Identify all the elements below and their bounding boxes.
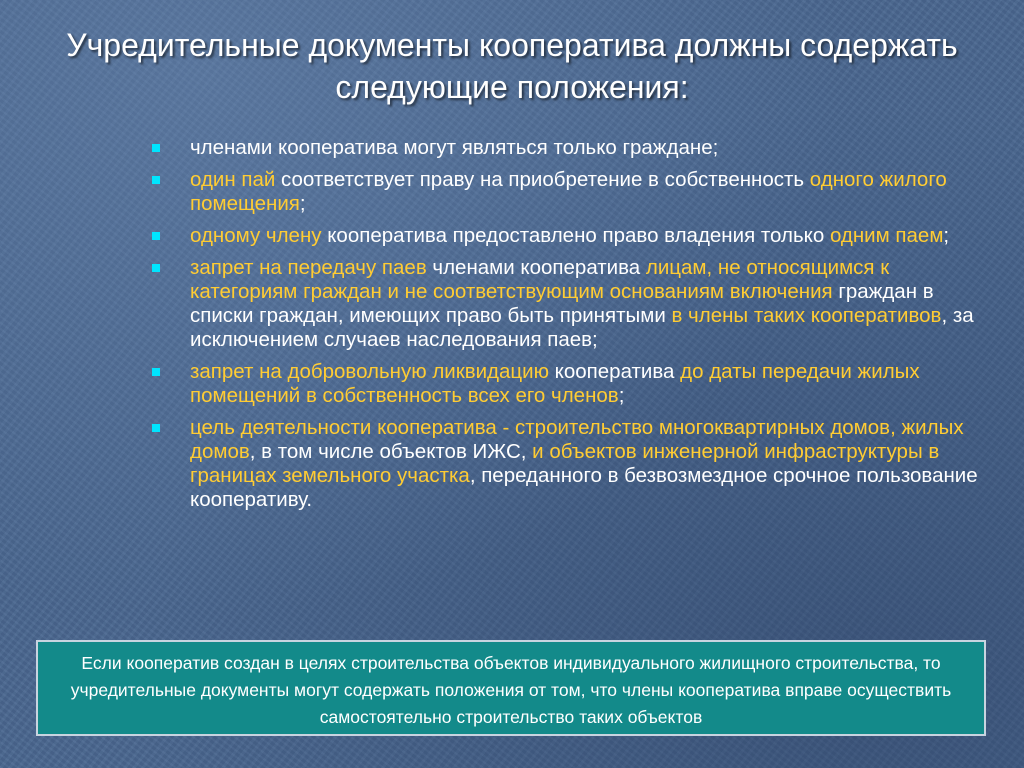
bullet-text: кооператива <box>548 360 681 383</box>
bullet-item <box>152 224 992 248</box>
square-bullet-icon <box>152 424 160 432</box>
bullet-text: , за исключением случаев наследования паев; <box>190 304 974 351</box>
square-bullet-icon <box>152 232 160 240</box>
bullet-item <box>152 416 992 512</box>
bullet-text: соответствует праву на приобретение в собственность <box>275 168 810 191</box>
highlighted-text: в члены таких кооперативов <box>671 304 942 327</box>
bullet-text: ; <box>299 192 306 215</box>
bullet-item <box>152 168 992 216</box>
bullet-text: кооператива предоставлено право владения только <box>321 224 830 247</box>
note-box: Если кооператив создан в целях строительства объектов индивидуального жилищного строительства, то учредительные документы могут содержать положения от том, что члены кооператива вправе осуществить самостоятельно строительство таких объектов <box>36 640 986 736</box>
square-bullet-icon <box>152 144 160 152</box>
highlighted-text: лицам, не относящимся к категориям граждан и не соответствующим основаниям включения <box>190 256 890 303</box>
bullet-text: , переданного в безвозмездное срочное пользование кооперативу. <box>190 464 978 511</box>
highlighted-text: до даты передачи жилых помещений в собственность всех его членов <box>190 360 920 407</box>
bullet-text: членами кооператива могут являться только граждане; <box>190 136 719 159</box>
bullet-text: ; <box>618 384 625 407</box>
bullet-item <box>152 256 992 352</box>
bullet-text: граждан в списки граждан, имеющих право быть принятыми <box>190 280 934 327</box>
bullet-text: , в том числе объектов ИЖС, <box>249 440 533 463</box>
bullet-text: ; <box>943 224 950 247</box>
square-bullet-icon <box>152 264 160 272</box>
highlighted-text: одного жилого помещения <box>190 168 947 215</box>
bullet-text: членами кооператива <box>426 256 646 279</box>
highlighted-text: один пай <box>190 168 276 191</box>
highlighted-text: одному члену <box>190 224 322 247</box>
bullet-item <box>152 360 992 408</box>
highlighted-text: цель деятельности кооператива - строительство многоквартирных домов, жилых домов <box>190 416 964 463</box>
bullet-item <box>152 136 992 160</box>
square-bullet-icon <box>152 368 160 376</box>
slide-title: Учредительные документы кооператива должны содержать следующие положения: <box>66 27 958 105</box>
highlighted-text: одним паем <box>829 224 944 247</box>
highlighted-text: запрет на передачу паев <box>190 256 427 279</box>
square-bullet-icon <box>152 176 160 184</box>
highlighted-text: запрет на добровольную ликвидацию <box>190 360 549 383</box>
bullet-list <box>152 136 992 520</box>
highlighted-text: и объектов инженерной инфраструктуры в границах земельного участка <box>190 440 940 487</box>
